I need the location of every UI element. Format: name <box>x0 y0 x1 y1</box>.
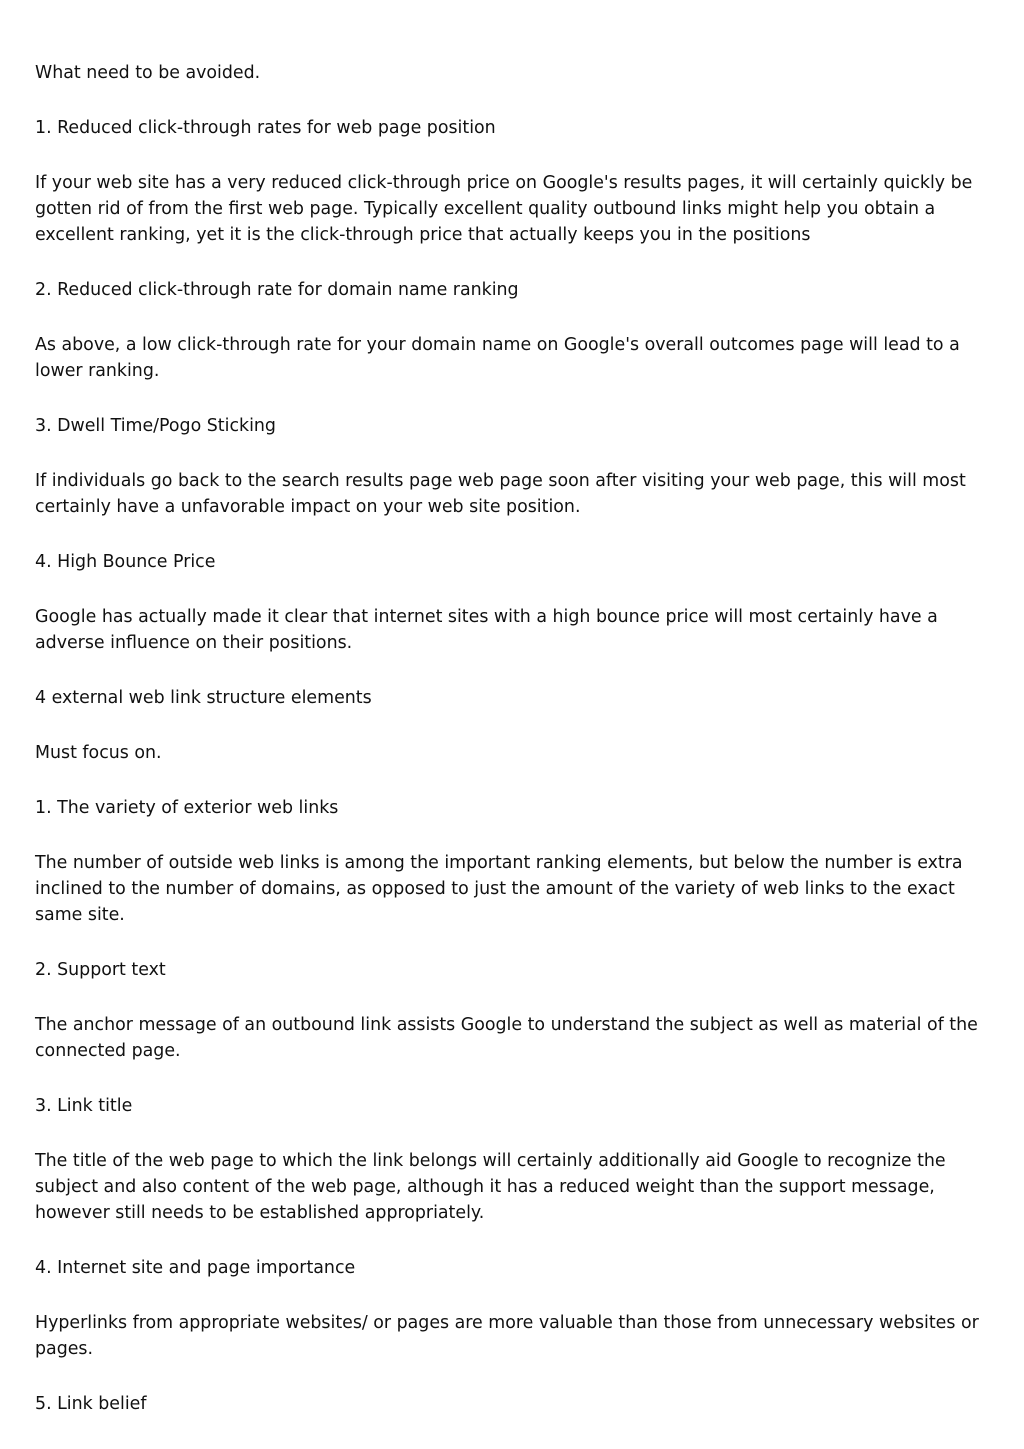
paragraph-dwell-time: If individuals go back to the search results page web page soon after visiting your web page, this will most certainly have a unfavorable impact on your web site position. <box>35 471 966 517</box>
item-heading-low-ctr-domain: 2. Reduced click-through rate for domain name ranking <box>35 280 519 300</box>
document-body <box>35 60 995 1446</box>
paragraph-support-text: The anchor message of an outbound link assists Google to understand the subject as well as material of the connected page. <box>35 1015 978 1061</box>
item-heading-link-variety: 1. The variety of exterior web links <box>35 798 339 818</box>
text-heading-avoid: What need to be avoided. <box>35 63 261 83</box>
paragraph-bounce: Google has actually made it clear that internet sites with a high bounce price will most certainly have a adverse influence on their positions. <box>35 607 938 653</box>
text-heading-focus: Must focus on. <box>35 743 162 763</box>
item-heading-low-ctr-page: 1. Reduced click-through rates for web page position <box>35 118 496 138</box>
paragraph-importance: Hyperlinks from appropriate websites/ or pages are more valuable than those from unnecessary websites or pages. <box>35 1313 979 1359</box>
item-heading-support-text: 2. Support text <box>35 960 166 980</box>
item-heading-link-title: 3. Link title <box>35 1096 133 1116</box>
paragraph-link-title: The title of the web page to which the link belongs will certainly additionally aid Google to recognize the subject and also content of the web page, although it has a reduced weight than the support message, however still needs to be established appropriately. <box>35 1151 946 1223</box>
item-heading-dwell-time: 3. Dwell Time/Pogo Sticking <box>35 416 276 436</box>
paragraph-low-ctr-domain: As above, a low click-through rate for your domain name on Google's overall outcomes page will lead to a lower ranking. <box>35 335 960 381</box>
item-heading-importance: 4. Internet site and page importance <box>35 1258 356 1278</box>
item-heading-link-belief: 5. Link belief <box>35 1394 147 1414</box>
item-heading-bounce: 4. High Bounce Price <box>35 552 216 572</box>
paragraph-low-ctr-page: If your web site has a very reduced click-through price on Google's results pages, it will certainly quickly be gotten rid of from the first web page. Typically excellent quality outbound links might help you obtain a excellent ranking, yet it is the click-through price that actually keeps you in the positions <box>35 173 973 245</box>
paragraph-link-variety: The number of outside web links is among the important ranking elements, but below the number is extra inclined to the number of domains, as opposed to just the amount of the variety of web links to the exact same site. <box>35 853 963 925</box>
section-heading-external-links: 4 external web link structure elements <box>35 688 372 708</box>
